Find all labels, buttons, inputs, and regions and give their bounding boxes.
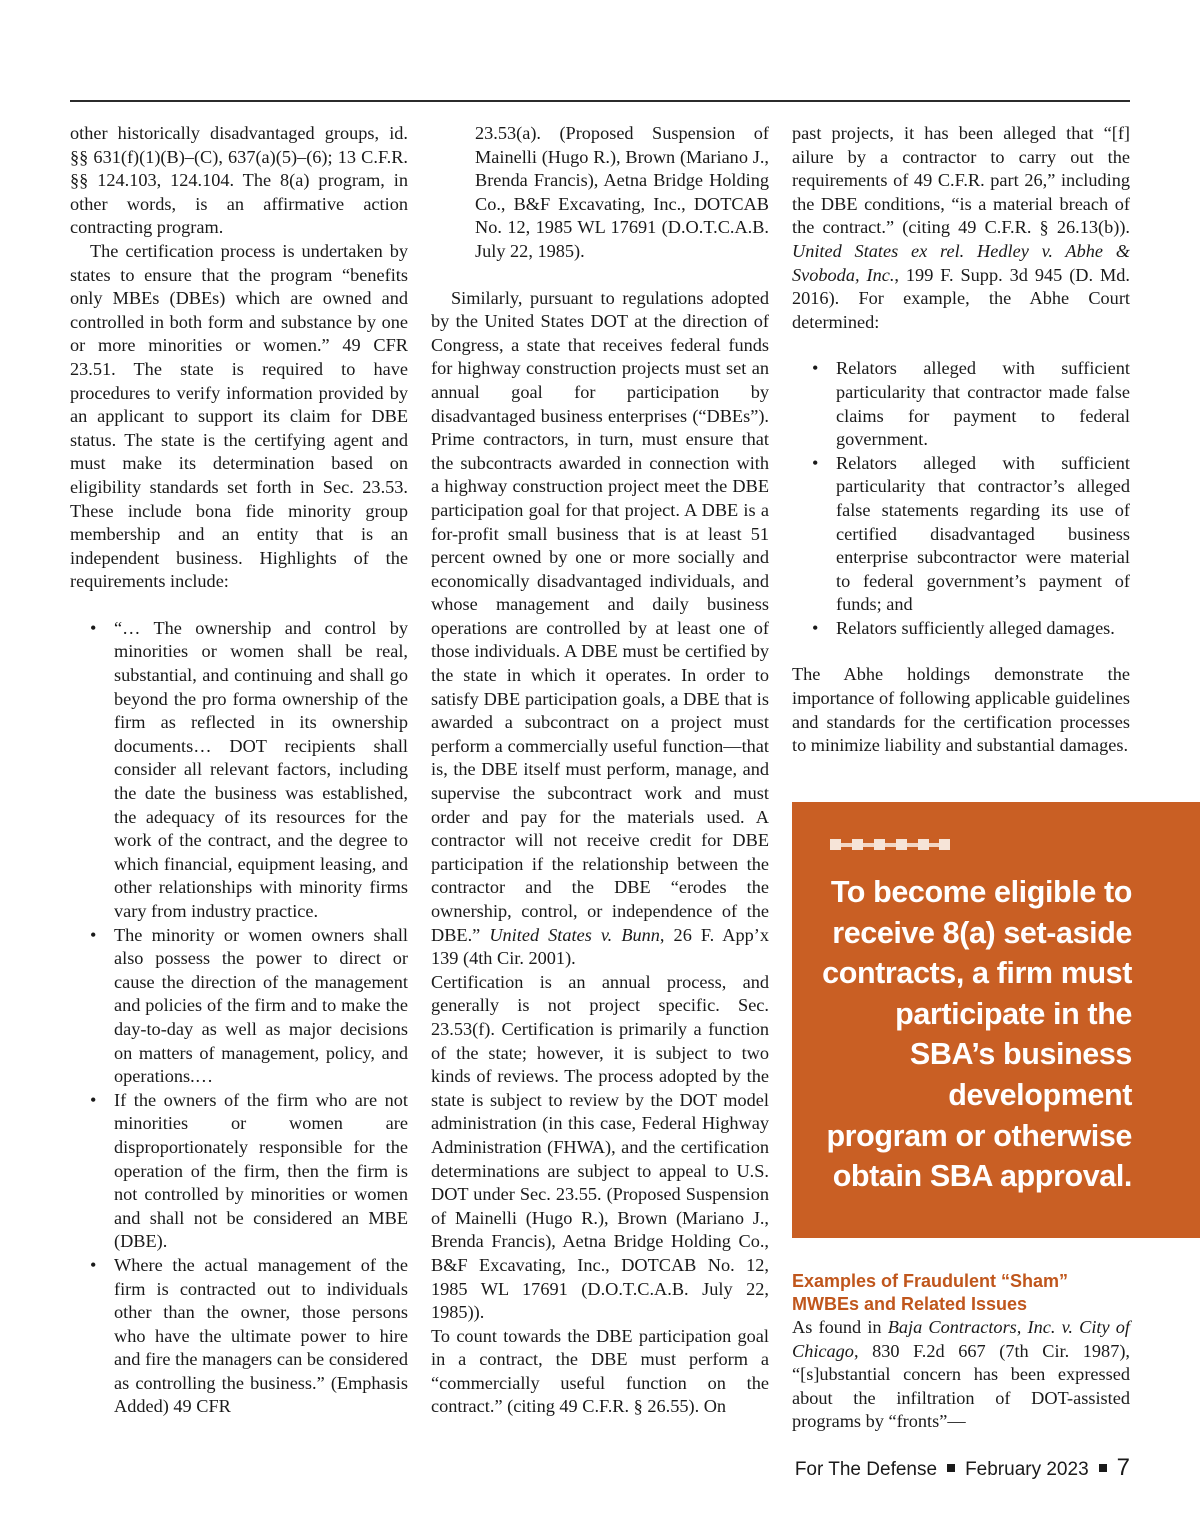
text-run: past projects, it has been alleged that “[f] ailure by a contractor to carry out the requirements of 49 C.F.R. part 26,” including the DBE conditions, “is a material breach of the contract.” (citing 49 C.F.R. § 26.13(b)). (792, 123, 1130, 238)
column-2 (431, 122, 769, 1419)
pull-quote-box (792, 802, 1200, 1238)
page-footer (795, 1454, 1130, 1482)
section-heading: Examples of Fraudulent “Sham” MWBEs and Related Issues (792, 1271, 1069, 1314)
holdings-list (792, 357, 1130, 640)
paragraph: Certification is an annual process, and generally is not project specific. Sec. 23.53(f). Certification is primarily a function of the state; however, it is subject to two kinds of reviews. The process adopted by the state is subject to review by the DOT model administration (in this case, Federal Highway Administration (FHWA), and the certification determinations are subject to appeal to U.S. DOT under Sec. 23.55. (Proposed Suspension of Mainelli (Hugo R.), Brown (Mariano J., Brenda Francis), Aetna Bridge Holding Co., B&F Excavating, Inc., DOTCAB No. 12, 1985 WL 17691 (D.O.T.C.A.B. July 22, 1985)). (431, 971, 769, 1323)
separator-square-icon (1099, 1464, 1107, 1472)
text-run: , 830 F.2d 667 (7th Cir. 1987), “[s]ubstantial concern has been expressed about the infiltration of DOT-assisted programs by “fronts”— (792, 1340, 1130, 1432)
case-name: United States v. Bunn (489, 924, 660, 945)
paragraph (792, 1316, 1130, 1434)
paragraph (792, 122, 1130, 334)
section-examples (792, 1270, 1130, 1434)
case-name: United States ex rel. Hedley v. Abhe & Svoboda, Inc. (792, 240, 1130, 285)
page-number: 7 (1116, 1454, 1130, 1481)
case-name: Baja Contractors, Inc. v. City of Chicago (792, 1317, 1130, 1361)
list-item: • Relators alleged with sufficient particularity that contractor’s alleged false statements regarding its use of certified disadvantaged business enterprise subcontractor were material to federal government’s payment of funds; and (792, 452, 1130, 617)
text-run: As found in (792, 1317, 888, 1337)
separator-square-icon (947, 1464, 955, 1472)
column-3 (792, 122, 1130, 758)
paragraph: The Abhe holdings demonstrate the importance of following applicable guidelines and standards for the certification processes to minimize liability and substantial damages. (792, 664, 1130, 756)
list-item: • Relators alleged with sufficient particularity that contractor made false claims for payment to federal government. (792, 357, 1130, 451)
list-item: • The minority or women owners shall also possess the power to direct or cause the direction of the management and policies of the firm and to make the day-to-day as well as major decisions on matters of management, policy, and operations.… (70, 924, 408, 1089)
list-item: • Where the actual management of the firm is contracted out to individuals other than the owner, those persons who have the ultimate power to hire and fire the managers can be considered as controlling the business.” (Emphasis Added) 49 CFR (70, 1254, 408, 1419)
header-rule (70, 100, 1130, 102)
paragraph: other historically disadvantaged groups, id. §§ 631(f)(1)(B)–(C), 637(a)(5)–(6); 13 C.F.R. §§ 124.103, 124.104. The 8(a) program, in other words, is an affirmative action contracting program. (70, 123, 408, 238)
publication-name: For The Defense (794, 1459, 938, 1480)
list-item: • Relators sufficiently alleged damages. (792, 617, 1130, 641)
list-item: • “… The ownership and control by minorities or women shall be real, substantial, and continuing and shall go beyond the pro forma ownership of the firm as reflected in its ownership documents… DOT recipients shall consider all relevant factors, including the date the business was established, the adequacy of its resources for the work of the contract, and the degree to which financial, equipment leasing, and other relationships with minority firms vary from industry practice. (70, 617, 408, 924)
issue-date: February 2023 (965, 1459, 1089, 1480)
text-run: , 26 F. App’x 139 (4th Cir. 2001). (431, 924, 769, 969)
paragraph: 23.53(a). (Proposed Suspension of Mainelli (Hugo R.), Brown (Mariano J., Brenda Francis), Aetna Bridge Holding Co., B&F Excavating, Inc., DOTCAB No. 12, 1985 WL 17691 (D.O.T.C.A.B. July 22, 1985). (475, 123, 769, 261)
paragraph (431, 287, 769, 971)
pull-quote-text: To become eligible to receive 8(a) set-aside contracts, a firm must participate in the SBA’s business development program or otherwise obtain SBA approval. (822, 875, 1132, 1194)
requirements-list (70, 617, 408, 1419)
decorative-squares-icon (830, 839, 950, 851)
list-item: • If the owners of the firm who are not minorities or women are disproportionately responsible for the operation of the firm, then the firm is not controlled by minorities or women and shall not be considered an MBE (DBE). (70, 1089, 408, 1254)
paragraph: The certification process is undertaken by states to ensure that the program “benefits only MBEs (DBEs) which are owned and controlled in both form and substance by one or more minorities or women.” 49 CFR 23.51. The state is required to have procedures to verify information provided by an applicant to support its claim for DBE status. The state is the certifying agent and must make its determination based on eligibility standards set forth in Sec. 23.53. These include bona fide minority group membership and an entity that is an independent business. Highlights of the requirements include: (70, 240, 408, 592)
column-1 (70, 122, 408, 1419)
text-run: , 199 F. Supp. 3d 945 (D. Md. 2016). For example, the Abhe Court determined: (792, 264, 1130, 332)
text-run: Similarly, pursuant to regulations adopted by the United States DOT at the direction of Congress, a state that receives federal funds for highway construction projects must set an annual goal for participation by disadvantaged business enterprises (“DBEs”). Prime contractors, in turn, must ensure that the subcontracts awarded in connection with a highway construction project meet the DBE participation goal for that project. A DBE is a for-profit small business that is at least 51 percent owned by one or more socially and economically disadvantaged individuals, and whose management and daily business operations are controlled by at least one of those individuals. A DBE must be certified by the state in which it operates. In order to satisfy DBE participation goals, a DBE that is awarded a subcontract on a project must perform a commercially useful function—that is, the DBE itself must perform, manage, and supervise the subcontract work and must order and pay for the materials used. A contractor will not receive credit for DBE participation if the relationship between the contractor and the DBE “erodes the ownership, control, or independence of the DBE.” (431, 287, 769, 945)
paragraph: To count towards the DBE participation goal in a contract, the DBE must perform a “commercially useful function on the contract.” (citing 49 C.F.R. § 26.55). On (431, 1325, 769, 1417)
